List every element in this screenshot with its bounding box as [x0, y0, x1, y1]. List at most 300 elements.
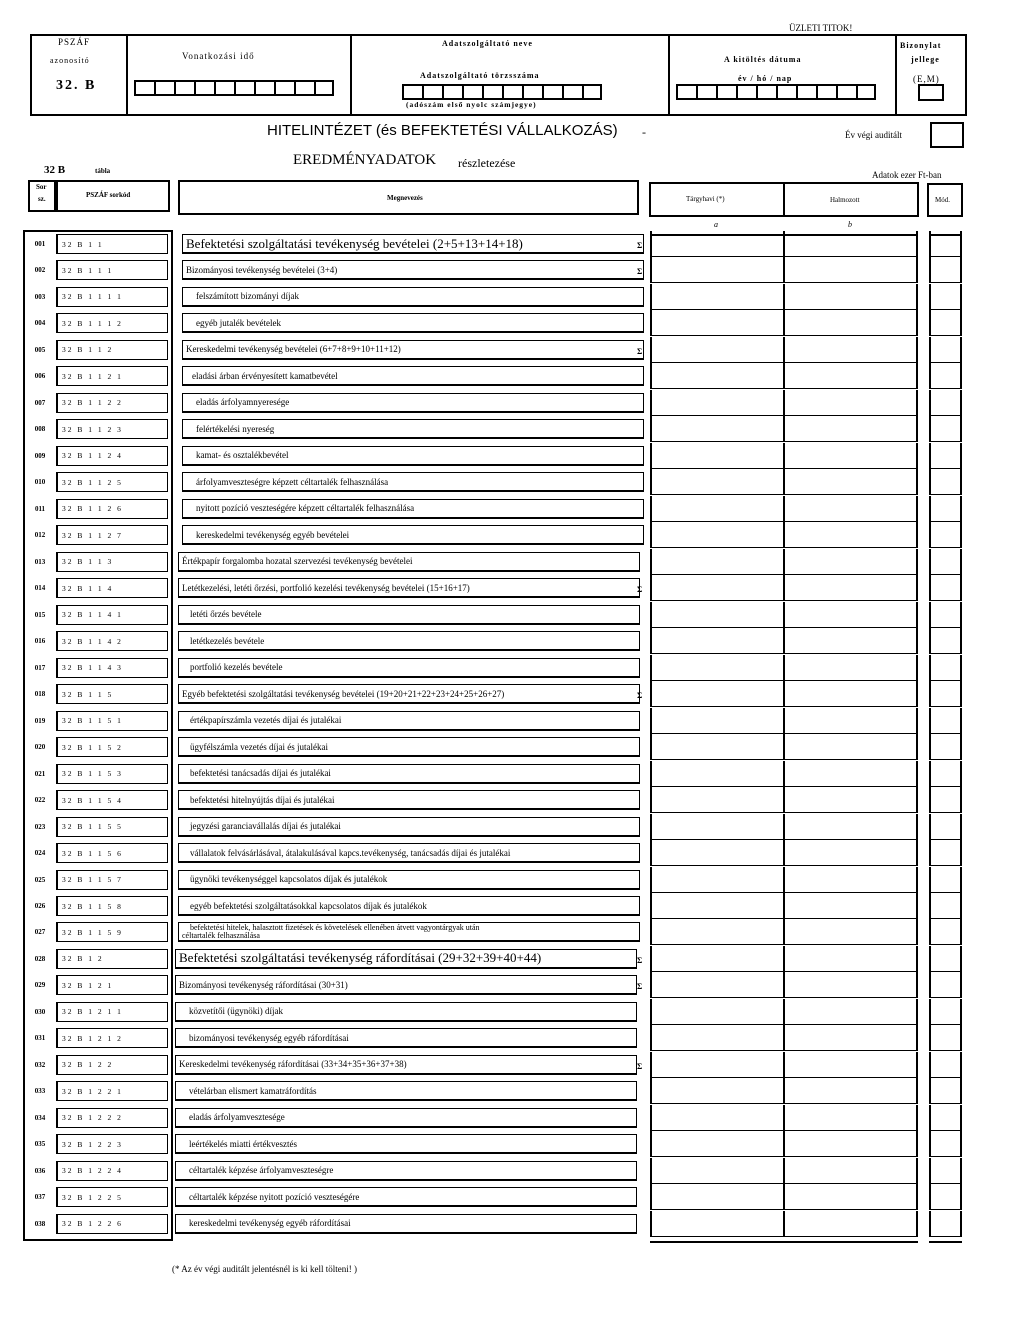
row-label [182, 234, 644, 254]
cumulative-value-cell[interactable] [783, 469, 918, 495]
cumulative-value-cell[interactable] [783, 575, 918, 601]
cumulative-value-cell[interactable] [783, 1131, 918, 1157]
current-value-cell[interactable] [650, 363, 784, 389]
row-number: 015 [34, 610, 46, 619]
row-label [178, 870, 640, 890]
cumulative-value-cell[interactable] [783, 814, 918, 840]
current-value-cell[interactable] [650, 1211, 784, 1237]
row-label-text: vállalatok felvásárlásával, átalakulásával kapcs.tevékenység, tanácsadás díjai és jutalékai [190, 847, 511, 858]
current-value-cell[interactable] [650, 1078, 784, 1104]
current-value-cell[interactable] [650, 1184, 784, 1210]
audited-checkbox[interactable] [930, 122, 964, 148]
table-row [0, 416, 1015, 442]
row-number: 023 [34, 822, 46, 831]
mod-cell[interactable] [929, 390, 962, 416]
cumulative-value-cell[interactable] [783, 946, 918, 972]
cumulative-value-cell[interactable] [783, 787, 918, 813]
mod-cell[interactable] [929, 443, 962, 469]
row-code: 32 B 1 2 2 [56, 1055, 168, 1075]
current-value-cell[interactable] [650, 522, 784, 548]
row-label [178, 658, 640, 678]
row-label [175, 1108, 637, 1128]
current-value-cell[interactable] [650, 1158, 784, 1184]
current-value-cell[interactable] [650, 628, 784, 654]
mod-cell[interactable] [929, 708, 962, 734]
mod-cell[interactable] [929, 575, 962, 601]
row-number: 025 [34, 875, 46, 884]
mod-cell[interactable] [929, 257, 962, 283]
pszaf-label: PSZÁF [58, 37, 91, 47]
row-label [182, 393, 644, 413]
row-code: 32 B 1 1 3 [56, 552, 168, 572]
cumulative-value-cell[interactable] [783, 628, 918, 654]
doc-type-input[interactable] [918, 84, 944, 101]
sum-marker: Σ [637, 585, 643, 595]
current-value-cell[interactable] [650, 416, 784, 442]
row-label [178, 631, 640, 651]
table-row [0, 390, 1015, 416]
doc-type-values: (E,M) [913, 74, 940, 84]
row-label [175, 1028, 637, 1048]
cumulative-value-cell[interactable] [783, 522, 918, 548]
row-label [175, 1214, 637, 1234]
cumulative-value-cell[interactable] [783, 257, 918, 283]
row-number: 018 [34, 690, 46, 699]
mod-cell[interactable] [929, 1025, 962, 1051]
row-number: 007 [34, 398, 46, 407]
mod-cell[interactable] [929, 1078, 962, 1104]
row-code: 32 B 1 1 4 2 [56, 631, 168, 651]
table-row [0, 1052, 1015, 1078]
row-label [178, 737, 640, 757]
cumulative-value-cell[interactable] [783, 972, 918, 998]
row-code: 32 B 1 2 [56, 949, 168, 969]
row-label [178, 578, 643, 598]
col-current-label: Tárgyhavi (*) [686, 195, 725, 203]
row-code: 32 B 1 1 5 3 [56, 764, 168, 784]
table-row [0, 1025, 1015, 1051]
row-label [182, 525, 644, 545]
cumulative-value-cell[interactable] [783, 734, 918, 760]
row-label [178, 922, 640, 942]
row-number: 021 [34, 769, 46, 778]
unit-note: Adatok ezer Ft-ban [872, 170, 942, 180]
row-label [178, 764, 640, 784]
mod-cell[interactable] [929, 655, 962, 681]
row-label [182, 313, 644, 333]
row-number: 016 [34, 637, 46, 646]
sum-marker: Σ [637, 955, 643, 965]
row-label [175, 1161, 637, 1181]
mod-cell[interactable] [929, 1184, 962, 1210]
row-code: 32 B 1 1 2 7 [56, 525, 168, 545]
table-row [0, 1105, 1015, 1131]
current-value-cell[interactable] [650, 681, 784, 707]
current-value-cell[interactable] [650, 310, 784, 336]
mod-cell[interactable] [929, 469, 962, 495]
current-value-cell[interactable] [650, 840, 784, 866]
fill-date-format: év / hó / nap [738, 74, 793, 83]
current-value-cell[interactable] [650, 867, 784, 893]
row-label-text: ügyfélszámla vezetés díjai és jutalékai [190, 741, 328, 752]
row-code: 32 B 1 1 4 1 [56, 605, 168, 625]
table-row [0, 840, 1015, 866]
row-label [182, 499, 644, 519]
row-number: 009 [34, 451, 46, 460]
cumulative-value-cell[interactable] [783, 999, 918, 1025]
cumulative-value-cell[interactable] [783, 681, 918, 707]
row-label [182, 446, 644, 466]
row-number: 030 [34, 1007, 46, 1016]
row-number: 014 [34, 584, 46, 593]
cumulative-value-cell[interactable] [783, 1184, 918, 1210]
row-number: 022 [34, 796, 46, 805]
row-number: 026 [34, 902, 46, 910]
row-label [175, 1187, 637, 1207]
row-code: 32 B 1 1 5 9 [56, 922, 168, 942]
row-label-text: kamat- és osztalékbevétel [196, 450, 289, 461]
row-number: 024 [34, 849, 46, 858]
row-number: 013 [34, 557, 46, 566]
row-label-text: egyéb befektetési szolgáltatásokkal kapcsolatos díjak és jutalékok [190, 900, 427, 911]
row-label [175, 949, 637, 969]
provider-reg-note: (adószám első nyolc számjegye) [406, 100, 537, 109]
row-number: 004 [34, 319, 46, 328]
row-label [178, 552, 640, 572]
mod-cell[interactable] [929, 602, 962, 628]
current-value-cell[interactable] [650, 443, 784, 469]
row-code: 32 B 1 1 2 3 [56, 419, 168, 439]
doc-type-label-1: Bizonylat [900, 41, 942, 50]
row-code: 32 B 1 1 4 [56, 578, 168, 598]
row-label-text: Kereskedelmi tevékenység ráfordításai (33+34+35+36+37+38) [179, 1059, 407, 1070]
provider-reg-label: Adatszolgáltató törzsszáma [420, 71, 540, 80]
mod-cell[interactable] [929, 231, 962, 257]
col-a-label: a [714, 220, 718, 229]
cumulative-value-cell[interactable] [783, 443, 918, 469]
cumulative-value-cell[interactable] [783, 363, 918, 389]
row-label-text: egyéb jutalék bevételek [196, 317, 281, 328]
row-label-text: bizományosi tevékenység egyéb ráfordításai [189, 1032, 349, 1043]
row-code: 32 B 1 2 1 2 [56, 1028, 168, 1048]
fill-date-input[interactable] [676, 84, 876, 100]
table-row [0, 1211, 1015, 1237]
table-row [0, 972, 1015, 998]
row-label-text: befektetési tanácsadás díjai és jutalékai [190, 768, 331, 779]
row-label-text: letétkezelés bevétele [190, 635, 265, 646]
table-row [0, 231, 1015, 257]
row-label [175, 1002, 637, 1022]
current-value-cell[interactable] [650, 469, 784, 495]
sum-marker: Σ [637, 241, 643, 250]
current-value-cell[interactable] [650, 655, 784, 681]
sum-marker: Σ [637, 982, 643, 992]
mod-cell[interactable] [929, 840, 962, 866]
current-value-cell[interactable] [650, 708, 784, 734]
table-row [0, 522, 1015, 548]
row-number: 034 [34, 1113, 46, 1122]
sum-marker: Σ [637, 267, 643, 277]
table-row [0, 1158, 1015, 1184]
row-label-text-2: céltartalék felhasználása [182, 930, 260, 940]
row-number: 008 [34, 425, 46, 434]
mod-cell[interactable] [929, 337, 962, 363]
cumulative-value-cell[interactable] [783, 1105, 918, 1131]
table-row [0, 575, 1015, 601]
table-row [0, 284, 1015, 310]
row-label-text: Bizományosi tevékenység bevételei (3+4) [186, 264, 338, 275]
row-code: 32 B 1 1 2 4 [56, 446, 168, 466]
current-value-cell[interactable] [650, 734, 784, 760]
table-row [0, 337, 1015, 363]
row-label-text: Befektetési szolgáltatási tevékenység bevételei (2+5+13+14+18) [186, 235, 523, 251]
provider-reg-input[interactable] [402, 84, 602, 100]
cumulative-value-cell[interactable] [783, 310, 918, 336]
row-code: 32 B 1 1 5 7 [56, 870, 168, 890]
row-number: 019 [34, 716, 46, 725]
col-code-label: PSZÁF sorkód [86, 191, 131, 199]
current-value-cell[interactable] [650, 337, 784, 363]
table-row [0, 787, 1015, 813]
row-code: 32 B 1 1 4 3 [56, 658, 168, 678]
main-title: HITELINTÉZET (és BEFEKTETÉSI VÁLLALKOZÁS) [267, 122, 618, 139]
row-label-text: eladási árban érvényesített kamatbevétel [192, 370, 338, 381]
mod-cell[interactable] [929, 628, 962, 654]
mod-cell[interactable] [929, 893, 962, 919]
row-code: 32 B 1 2 2 5 [56, 1187, 168, 1207]
row-number: 038 [34, 1219, 46, 1228]
mod-cell[interactable] [929, 363, 962, 389]
mod-cell[interactable] [929, 1052, 962, 1078]
row-code: 32 B 1 1 [56, 234, 168, 254]
row-number: 001 [34, 240, 46, 248]
row-label [182, 419, 644, 439]
mod-cell[interactable] [929, 814, 962, 840]
row-number: 033 [34, 1087, 46, 1096]
table-row [0, 310, 1015, 336]
current-value-cell[interactable] [650, 575, 784, 601]
cumulative-value-cell[interactable] [783, 496, 918, 522]
fill-date-label: A kitöltés dátuma [724, 55, 802, 64]
mod-cell[interactable] [929, 999, 962, 1025]
mod-cell[interactable] [929, 919, 962, 945]
row-label-text: vételárban elismert kamatráfordítás [189, 1085, 317, 1096]
row-number: 003 [34, 292, 46, 301]
cumulative-value-cell[interactable] [783, 708, 918, 734]
current-value-cell[interactable] [650, 390, 784, 416]
row-number: 017 [34, 663, 46, 672]
row-number: 029 [34, 981, 46, 990]
row-label-text: ügynöki tevékenységgel kapcsolatos díjak és jutalékok [190, 874, 388, 885]
col-name-label: Megnevezés [387, 194, 423, 202]
current-value-cell[interactable] [650, 1052, 784, 1078]
cumulative-value-cell[interactable] [783, 919, 918, 945]
table-row [0, 999, 1015, 1025]
cumulative-value-cell[interactable] [783, 602, 918, 628]
current-value-cell[interactable] [650, 496, 784, 522]
current-value-cell[interactable] [650, 1105, 784, 1131]
row-label-text: Bizományosi tevékenység ráfordításai (30+31) [179, 979, 348, 990]
cumulative-value-cell[interactable] [783, 1211, 918, 1237]
row-label-text: Kereskedelmi tevékenység bevételei (6+7+8+9+10+11+12) [186, 344, 401, 355]
audited-label: Év végi auditált [845, 130, 902, 140]
row-label-text: céltartalék képzése árfolyamveszteségre [189, 1165, 334, 1176]
row-code: 32 B 1 1 5 4 [56, 790, 168, 810]
row-code: 32 B 1 1 5 1 [56, 711, 168, 731]
table-row [0, 734, 1015, 760]
row-label-text: kereskedelmi tevékenység egyéb ráfordításai [189, 1218, 351, 1229]
cumulative-value-cell[interactable] [783, 893, 918, 919]
cumulative-value-cell[interactable] [783, 1078, 918, 1104]
row-code: 32 B 1 2 2 2 [56, 1108, 168, 1128]
table-row [0, 761, 1015, 787]
table-word: tábla [95, 167, 111, 175]
mod-cell[interactable] [929, 1105, 962, 1131]
row-number: 028 [34, 954, 46, 963]
mod-cell[interactable] [929, 1158, 962, 1184]
mod-cell[interactable] [929, 681, 962, 707]
current-value-cell[interactable] [650, 893, 784, 919]
cumulative-value-cell[interactable] [783, 1052, 918, 1078]
current-value-cell[interactable] [650, 1025, 784, 1051]
mod-cell[interactable] [929, 522, 962, 548]
row-code: 32 B 1 2 2 4 [56, 1161, 168, 1181]
cumulative-value-cell[interactable] [783, 284, 918, 310]
row-code: 32 B 1 2 1 [56, 975, 168, 995]
row-label [182, 366, 644, 386]
current-value-cell[interactable] [650, 761, 784, 787]
row-code: 32 B 1 1 1 2 [56, 313, 168, 333]
row-number: 027 [34, 928, 46, 937]
row-label-text: nyitott pozíció veszteségére képzett céltartalék felhasználása [196, 503, 415, 514]
table-row [0, 681, 1015, 707]
row-label-text: kereskedelmi tevékenység egyéb bevételei [196, 529, 350, 540]
row-label [178, 817, 640, 837]
row-label [178, 896, 640, 916]
current-value-cell[interactable] [650, 549, 784, 575]
mod-cell[interactable] [929, 867, 962, 893]
cumulative-value-cell[interactable] [783, 867, 918, 893]
row-code: 32 B 1 1 5 5 [56, 817, 168, 837]
mod-cell[interactable] [929, 946, 962, 972]
row-code: 32 B 1 2 1 1 [56, 1002, 168, 1022]
current-value-cell[interactable] [650, 999, 784, 1025]
row-label [178, 843, 640, 863]
mod-cell[interactable] [929, 761, 962, 787]
row-label [175, 975, 637, 995]
row-label-text: eladás árfolyamvesztesége [189, 1112, 285, 1123]
row-number: 037 [34, 1193, 46, 1202]
cumulative-value-cell[interactable] [783, 549, 918, 575]
provider-name-label: Adatszolgáltató neve [442, 39, 533, 48]
sum-marker: Σ [637, 1061, 643, 1071]
current-value-cell[interactable] [650, 946, 784, 972]
mod-cell[interactable] [929, 1131, 962, 1157]
cumulative-value-cell[interactable] [783, 337, 918, 363]
col-mod-label: Mód. [935, 196, 950, 204]
row-label [178, 684, 643, 704]
table-row [0, 469, 1015, 495]
cumulative-value-cell[interactable] [783, 761, 918, 787]
row-label-text: értékpapírszámla vezetés díjai és jutalékai [190, 715, 342, 726]
cumulative-value-cell[interactable] [783, 840, 918, 866]
cumulative-value-cell[interactable] [783, 1025, 918, 1051]
title-dash: - [642, 125, 646, 139]
row-number: 035 [34, 1140, 46, 1149]
row-label-text: közvetítői (ügynöki) díjak [189, 1006, 283, 1017]
row-number: 010 [34, 478, 46, 487]
row-number: 005 [34, 345, 46, 354]
mod-cell[interactable] [929, 310, 962, 336]
cumulative-value-cell[interactable] [783, 390, 918, 416]
row-label [178, 711, 640, 731]
row-code: 32 B 1 1 2 6 [56, 499, 168, 519]
subtitle-main: EREDMÉNYADATOK [293, 152, 437, 168]
mod-cell[interactable] [929, 1211, 962, 1237]
footnote: (* Az év végi auditált jelentésnél is ki kell tölteni! ) [172, 1264, 357, 1274]
col-b-label: b [848, 220, 852, 229]
current-value-cell[interactable] [650, 787, 784, 813]
current-value-cell[interactable] [650, 231, 784, 257]
row-number: 036 [34, 1166, 46, 1175]
mod-cell[interactable] [929, 549, 962, 575]
current-value-cell[interactable] [650, 257, 784, 283]
row-label [175, 1081, 637, 1101]
cumulative-value-cell[interactable] [783, 231, 918, 257]
current-value-cell[interactable] [650, 284, 784, 310]
mod-cell[interactable] [929, 787, 962, 813]
mod-cell[interactable] [929, 496, 962, 522]
current-value-cell[interactable] [650, 602, 784, 628]
row-number: 020 [34, 743, 46, 752]
sum-marker: Σ [637, 691, 643, 701]
table-row [0, 919, 1015, 945]
row-label-text: befektetési hitelnyújtás díjai és jutalékai [190, 794, 335, 805]
period-input[interactable] [134, 80, 334, 96]
table-row [0, 708, 1015, 734]
cumulative-value-cell[interactable] [783, 1158, 918, 1184]
col-sor-label: Sor [36, 183, 47, 191]
current-value-cell[interactable] [650, 814, 784, 840]
current-value-cell[interactable] [650, 919, 784, 945]
subtitle-rest: részletezése [458, 156, 516, 170]
mod-cell[interactable] [929, 284, 962, 310]
table-row [0, 628, 1015, 654]
row-label [182, 340, 644, 360]
current-value-cell[interactable] [650, 972, 784, 998]
table-row [0, 1184, 1015, 1210]
row-code: 32 B 1 1 5 2 [56, 737, 168, 757]
row-label-text: Értékpapír forgalomba hozatal szervezési tevékenység bevételei [182, 556, 413, 567]
mod-cell[interactable] [929, 416, 962, 442]
mod-cell[interactable] [929, 734, 962, 760]
cumulative-value-cell[interactable] [783, 655, 918, 681]
row-code: 32 B 1 1 1 1 [56, 287, 168, 307]
table-row [0, 867, 1015, 893]
row-label-text: befektetési hitelek, halasztott fizetések és követelések ellenében átvett vagyontárgyak után [190, 922, 480, 932]
row-number: 031 [34, 1034, 46, 1043]
row-code: 32 B 1 2 2 3 [56, 1134, 168, 1154]
col-sz-label: sz. [38, 195, 46, 203]
row-label [175, 1055, 637, 1075]
table-row [0, 655, 1015, 681]
current-value-cell[interactable] [650, 1131, 784, 1157]
azonosito-label: azonosító [50, 56, 90, 65]
mod-cell[interactable] [929, 972, 962, 998]
row-label [182, 472, 644, 492]
cumulative-value-cell[interactable] [783, 416, 918, 442]
row-label-text: eladás árfolyamnyeresége [196, 397, 290, 408]
